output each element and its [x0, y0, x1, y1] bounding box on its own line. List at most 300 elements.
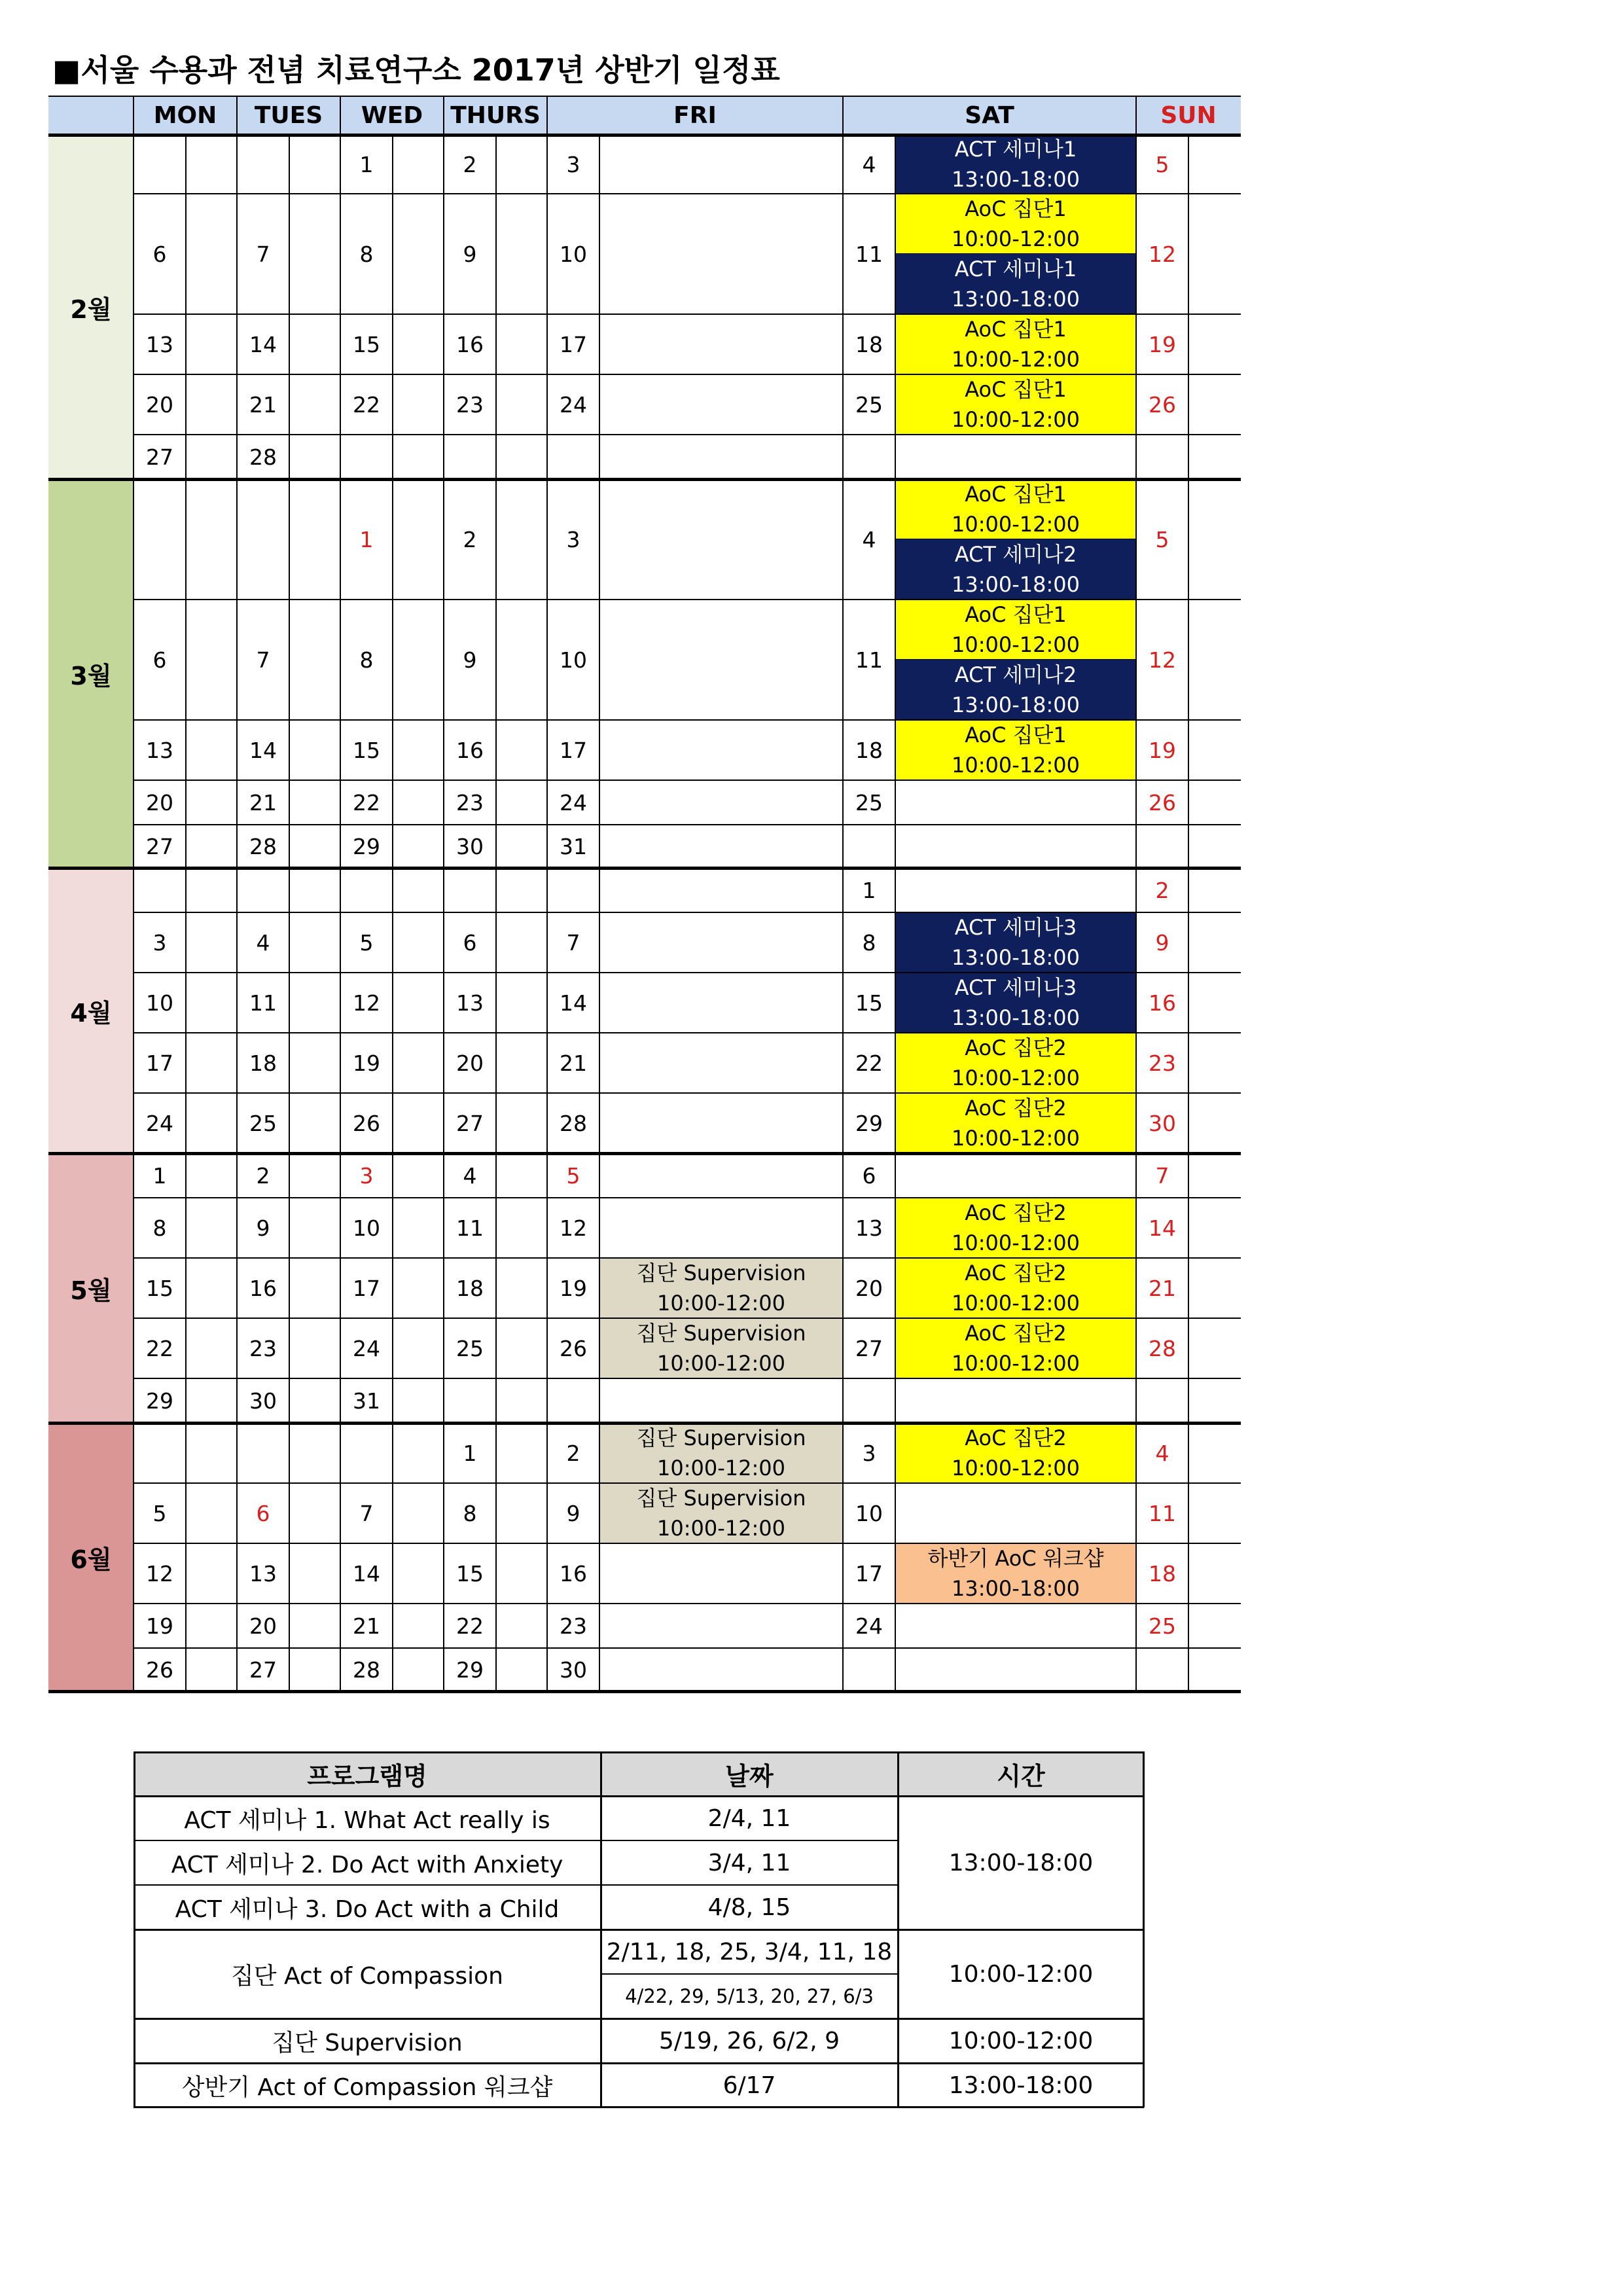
grid-line-v — [1135, 135, 1137, 1691]
month-divider — [48, 478, 1241, 481]
day-number-thu: 2 — [463, 151, 477, 177]
day-number-mon: 10 — [146, 990, 173, 1016]
day-number-wed: 22 — [353, 789, 380, 816]
summary-header-date: 날짜 — [601, 1751, 898, 1796]
event-title: ACT 세미나2 — [954, 662, 1077, 687]
day-number-fri: 12 — [560, 1215, 587, 1241]
day-number-wed: 15 — [353, 331, 380, 357]
event-time: 10:00-12:00 — [952, 632, 1080, 657]
event-title: AoC 집단1 — [965, 317, 1067, 342]
event-time: 13:00-18:00 — [952, 945, 1080, 970]
grid-line-v — [340, 135, 341, 1691]
day-number-sat: 8 — [862, 929, 876, 956]
event-aoc — [895, 374, 1136, 435]
event-time: 10:00-12:00 — [657, 1351, 785, 1376]
day-number-mon: 24 — [146, 1110, 173, 1136]
event-time: 13:00-18:00 — [952, 1005, 1080, 1030]
day-number-sun: 14 — [1149, 1215, 1176, 1241]
day-number-thu: 13 — [456, 990, 484, 1016]
grid-line-v — [340, 96, 341, 135]
day-number-tue: 20 — [249, 1613, 277, 1639]
grid-line-h — [134, 1543, 1241, 1544]
day-number-tue: 4 — [256, 929, 270, 956]
day-number-thu: 6 — [463, 929, 477, 956]
day-number-wed: 5 — [359, 929, 374, 956]
day-number-sat: 6 — [862, 1162, 876, 1189]
day-number-tue: 2 — [256, 1162, 270, 1189]
event-title: AoC 집단1 — [965, 196, 1067, 221]
day-number-fri: 19 — [560, 1275, 587, 1301]
summary-date-aoc — [601, 1929, 898, 2018]
grid-line-v — [392, 135, 393, 1691]
day-number-sat: 25 — [855, 789, 883, 816]
event-aoc — [895, 1093, 1136, 1153]
day-number-sun: 18 — [1149, 1560, 1176, 1587]
month-divider — [48, 1152, 1241, 1155]
day-number-mon: 3 — [152, 929, 167, 956]
day-number-thu: 2 — [463, 526, 477, 552]
day-number-sun: 30 — [1149, 1110, 1176, 1136]
day-number-thu: 22 — [456, 1613, 484, 1639]
grid-line-v — [289, 135, 290, 1691]
grid-line-h — [134, 824, 1241, 825]
grid-line-h — [134, 719, 1241, 721]
day-number-sun: 26 — [1149, 391, 1176, 418]
grid-line-v — [443, 135, 444, 1691]
day-number-tue: 30 — [249, 1388, 277, 1414]
summary-program-aoc: 집단 Act of Compassion — [231, 1962, 503, 1990]
weekday-header-thu: THURS — [450, 101, 541, 129]
day-number-tue: 13 — [249, 1560, 277, 1587]
month-divider — [48, 1690, 1241, 1693]
day-number-mon: 22 — [146, 1335, 173, 1361]
day-number-fri: 24 — [560, 789, 587, 816]
summary-date-workshop: 6/17 — [722, 2072, 776, 2099]
grid-line-h — [134, 1197, 1241, 1198]
event-title: AoC 집단1 — [965, 377, 1067, 402]
summary-date-seminar1: 2/4, 11 — [707, 1804, 791, 1832]
event-seminar — [895, 254, 1136, 314]
grid-line-h — [134, 1603, 1241, 1604]
day-number-mon: 12 — [146, 1560, 173, 1587]
event-aoc — [895, 314, 1136, 374]
grid-line-h — [134, 434, 1241, 435]
event-supervision — [599, 1423, 843, 1483]
day-number-wed: 31 — [353, 1388, 380, 1414]
day-number-fri: 16 — [560, 1560, 587, 1587]
day-number-sat: 27 — [855, 1335, 883, 1361]
event-aoc — [895, 1198, 1136, 1258]
grid-line-h — [134, 972, 1241, 973]
event-aoc — [895, 1423, 1136, 1483]
day-number-wed: 12 — [353, 990, 380, 1016]
day-number-wed: 28 — [353, 1657, 380, 1683]
day-number-sat: 17 — [855, 1560, 883, 1587]
day-number-tue: 23 — [249, 1335, 277, 1361]
day-number-fri: 3 — [566, 526, 580, 552]
weekday-header-sat: SAT — [965, 101, 1014, 129]
day-number-wed: 10 — [353, 1215, 380, 1241]
day-number-sat: 10 — [855, 1500, 883, 1526]
day-number-tue: 14 — [249, 737, 277, 763]
event-title: AoC 집단2 — [965, 1200, 1067, 1225]
grid-line-h — [134, 1092, 1241, 1094]
summary-date-seminar2: 3/4, 11 — [707, 1849, 791, 1876]
month-divider — [48, 134, 1241, 137]
day-number-tue: 16 — [249, 1275, 277, 1301]
summary-program-seminar3: ACT 세미나 3. Do Act with a Child — [175, 1895, 560, 1923]
day-number-sat: 3 — [862, 1440, 876, 1466]
day-number-fri: 21 — [560, 1050, 587, 1076]
grid-line-h — [134, 314, 1241, 315]
event-time: 13:00-18:00 — [952, 572, 1080, 597]
event-time: 10:00-12:00 — [952, 1066, 1080, 1090]
day-number-mon: 6 — [152, 647, 167, 673]
day-number-sun: 25 — [1149, 1613, 1176, 1639]
event-seminar — [895, 539, 1136, 600]
grid-line-v — [133, 96, 134, 135]
day-number-mon: 20 — [146, 789, 173, 816]
day-number-sat: 11 — [855, 647, 883, 673]
day-number-fri: 14 — [560, 990, 587, 1016]
day-number-mon: 19 — [146, 1613, 173, 1639]
grid-line-h — [134, 1318, 1241, 1319]
grid-line-h — [134, 1378, 1241, 1379]
day-number-wed: 3 — [359, 1162, 374, 1189]
event-title: AoC 집단2 — [965, 1096, 1067, 1121]
day-number-mon: 6 — [152, 241, 167, 267]
summary-date-seminar3: 4/8, 15 — [707, 1893, 791, 1921]
grid-line-v — [443, 96, 444, 135]
event-title: 집단 Supervision — [636, 1426, 806, 1450]
day-number-thu: 23 — [456, 789, 484, 816]
day-number-sun: 28 — [1149, 1335, 1176, 1361]
summary-program-supervision: 집단 Supervision — [272, 2029, 463, 2056]
day-number-tue: 11 — [249, 990, 277, 1016]
grid-line-v — [236, 135, 238, 1691]
day-number-tue: 6 — [256, 1500, 270, 1526]
day-number-mon: 17 — [146, 1050, 173, 1076]
day-number-tue: 7 — [256, 647, 270, 673]
day-number-tue: 7 — [256, 241, 270, 267]
day-number-thu: 15 — [456, 1560, 484, 1587]
event-aoc — [895, 1258, 1136, 1318]
grid-line-top — [48, 96, 1241, 97]
event-title: ACT 세미나2 — [954, 542, 1077, 567]
event-time: 13:00-18:00 — [952, 692, 1080, 717]
month-divider — [48, 867, 1241, 870]
day-number-sat: 20 — [855, 1275, 883, 1301]
day-number-wed: 7 — [359, 1500, 374, 1526]
day-number-sat: 13 — [855, 1215, 883, 1241]
day-number-thu: 18 — [456, 1275, 484, 1301]
summary-time-aoc: 10:00-12:00 — [948, 1960, 1094, 1988]
day-number-wed: 14 — [353, 1560, 380, 1587]
day-number-wed: 29 — [353, 833, 380, 859]
day-number-fri: 2 — [566, 1440, 580, 1466]
summary-program-workshop: 상반기 Act of Compassion 워크샵 — [181, 2073, 553, 2101]
event-title: AoC 집단2 — [965, 1035, 1067, 1060]
event-title: 집단 Supervision — [636, 1261, 806, 1285]
day-number-sat: 11 — [855, 241, 883, 267]
day-number-fri: 3 — [566, 151, 580, 177]
day-number-mon: 13 — [146, 737, 173, 763]
day-number-fri: 9 — [566, 1500, 580, 1526]
day-number-wed: 24 — [353, 1335, 380, 1361]
day-number-tue: 28 — [249, 444, 277, 470]
event-title: AoC 집단2 — [965, 1261, 1067, 1285]
event-time: 10:00-12:00 — [657, 1456, 785, 1480]
day-number-sat: 29 — [855, 1110, 883, 1136]
day-number-tue: 25 — [249, 1110, 277, 1136]
event-time: 10:00-12:00 — [657, 1291, 785, 1316]
event-workshop — [895, 1543, 1136, 1604]
day-number-tue: 21 — [249, 391, 277, 418]
day-number-fri: 28 — [560, 1110, 587, 1136]
event-title: 하반기 AoC 워크샵 — [927, 1546, 1104, 1571]
day-number-sun: 19 — [1149, 737, 1176, 763]
summary-time-workshop: 13:00-18:00 — [948, 2072, 1094, 2099]
summary-date-supervision: 5/19, 26, 6/2, 9 — [658, 2027, 840, 2054]
event-aoc — [895, 1318, 1136, 1378]
day-number-mon: 5 — [152, 1500, 167, 1526]
event-title: ACT 세미나1 — [954, 137, 1077, 162]
event-title: AoC 집단1 — [965, 482, 1067, 507]
grid-line-v — [236, 96, 238, 135]
weekday-header-mon: MON — [153, 101, 217, 129]
day-number-wed: 15 — [353, 737, 380, 763]
grid-line-h — [134, 780, 1241, 781]
event-time: 10:00-12:00 — [952, 512, 1080, 537]
day-number-mon: 13 — [146, 331, 173, 357]
day-number-mon: 26 — [146, 1657, 173, 1683]
weekday-header-tue: TUES — [254, 101, 323, 129]
day-number-sun: 7 — [1155, 1162, 1169, 1189]
day-number-mon: 29 — [146, 1388, 173, 1414]
event-time: 10:00-12:00 — [952, 1291, 1080, 1316]
event-time: 13:00-18:00 — [952, 287, 1080, 312]
day-number-fri: 10 — [560, 647, 587, 673]
day-number-thu: 30 — [456, 833, 484, 859]
event-time: 10:00-12:00 — [952, 1351, 1080, 1376]
day-number-sat: 4 — [862, 526, 876, 552]
event-seminar — [895, 135, 1136, 194]
day-number-fri: 26 — [560, 1335, 587, 1361]
month-label: 4월 — [48, 868, 134, 1153]
day-number-sun: 21 — [1149, 1275, 1176, 1301]
day-number-fri: 24 — [560, 391, 587, 418]
event-time: 10:00-12:00 — [952, 407, 1080, 432]
day-number-sat: 24 — [855, 1613, 883, 1639]
day-number-sun: 4 — [1155, 1440, 1169, 1466]
day-number-wed: 22 — [353, 391, 380, 418]
month-label: 3월 — [48, 479, 134, 868]
day-number-wed: 1 — [359, 526, 374, 552]
day-number-sun: 26 — [1149, 789, 1176, 816]
event-title: 집단 Supervision — [636, 1486, 806, 1511]
day-number-wed: 8 — [359, 647, 374, 673]
grid-line-v — [842, 135, 844, 1691]
day-number-sun: 12 — [1149, 647, 1176, 673]
page-title: ■서울 수용과 전념 치료연구소 2017년 상반기 일정표 — [52, 52, 780, 88]
grid-line-h — [134, 599, 1241, 600]
day-number-tue: 14 — [249, 331, 277, 357]
event-aoc — [895, 1033, 1136, 1093]
day-number-thu: 20 — [456, 1050, 484, 1076]
grid-line-v — [133, 135, 134, 1691]
event-time: 10:00-12:00 — [952, 1126, 1080, 1151]
day-number-mon: 8 — [152, 1215, 167, 1241]
grid-line-h — [134, 374, 1241, 375]
day-number-sun: 2 — [1155, 877, 1169, 903]
summary-program-seminar2: ACT 세미나 2. Do Act with Anxiety — [171, 1851, 563, 1878]
event-aoc — [895, 720, 1136, 780]
event-seminar — [895, 973, 1136, 1033]
grid-line-v — [1135, 96, 1137, 135]
day-number-sun: 23 — [1149, 1050, 1176, 1076]
event-time: 10:00-12:00 — [952, 1230, 1080, 1255]
event-time: 10:00-12:00 — [952, 1456, 1080, 1480]
event-time: 10:00-12:00 — [952, 226, 1080, 251]
grid-line-v — [842, 96, 844, 135]
grid-line-v — [495, 135, 497, 1691]
day-number-thu: 4 — [463, 1162, 477, 1189]
summary-program-seminar1: ACT 세미나 1. What Act really is — [184, 1806, 550, 1834]
day-number-mon: 1 — [152, 1162, 167, 1189]
grid-line-h — [134, 1482, 1241, 1484]
day-number-fri: 30 — [560, 1657, 587, 1683]
day-number-wed: 21 — [353, 1613, 380, 1639]
month-label: 5월 — [48, 1153, 134, 1423]
event-supervision — [599, 1258, 843, 1318]
summary-header-program: 프로그램명 — [134, 1751, 601, 1796]
day-number-sat: 1 — [862, 877, 876, 903]
day-number-sat: 4 — [862, 151, 876, 177]
day-number-thu: 25 — [456, 1335, 484, 1361]
day-number-sun: 19 — [1149, 331, 1176, 357]
event-title: AoC 집단2 — [965, 1321, 1067, 1346]
day-number-mon: 27 — [146, 833, 173, 859]
event-title: ACT 세미나1 — [954, 257, 1077, 281]
day-number-thu: 11 — [456, 1215, 484, 1241]
event-supervision — [599, 1483, 843, 1543]
day-number-thu: 29 — [456, 1657, 484, 1683]
event-time: 10:00-12:00 — [952, 753, 1080, 778]
day-number-sun: 11 — [1149, 1500, 1176, 1526]
day-number-sun: 16 — [1149, 990, 1176, 1016]
day-number-thu: 1 — [463, 1440, 477, 1466]
event-title: ACT 세미나3 — [954, 915, 1077, 940]
day-number-thu: 8 — [463, 1500, 477, 1526]
day-number-tue: 21 — [249, 789, 277, 816]
grid-line-v — [895, 135, 896, 1691]
event-aoc — [895, 479, 1136, 539]
day-number-sun: 5 — [1155, 151, 1169, 177]
day-number-fri: 31 — [560, 833, 587, 859]
day-number-thu: 16 — [456, 331, 484, 357]
event-title: AoC 집단1 — [965, 723, 1067, 747]
day-number-tue: 9 — [256, 1215, 270, 1241]
event-aoc — [895, 600, 1136, 660]
day-number-wed: 1 — [359, 151, 374, 177]
event-title: AoC 집단2 — [965, 1426, 1067, 1450]
day-number-sun: 12 — [1149, 241, 1176, 267]
weekday-header-wed: WED — [361, 101, 423, 129]
event-time: 10:00-12:00 — [657, 1516, 785, 1541]
grid-line-h — [134, 193, 1241, 194]
grid-line-h — [134, 1257, 1241, 1259]
day-number-tue: 28 — [249, 833, 277, 859]
day-number-sun: 5 — [1155, 526, 1169, 552]
day-number-wed: 19 — [353, 1050, 380, 1076]
day-number-mon: 20 — [146, 391, 173, 418]
event-time: 13:00-18:00 — [952, 167, 1080, 192]
day-number-wed: 17 — [353, 1275, 380, 1301]
grid-line-h — [134, 1032, 1241, 1033]
day-number-wed: 26 — [353, 1110, 380, 1136]
event-title: AoC 집단1 — [965, 602, 1067, 627]
day-number-fri: 23 — [560, 1613, 587, 1639]
day-number-sat: 25 — [855, 391, 883, 418]
grid-line-h — [134, 912, 1241, 913]
day-number-thu: 9 — [463, 241, 477, 267]
grid-line-v — [546, 135, 548, 1691]
day-number-fri: 17 — [560, 737, 587, 763]
event-seminar — [895, 660, 1136, 720]
day-number-fri: 5 — [566, 1162, 580, 1189]
day-number-sat: 22 — [855, 1050, 883, 1076]
summary-date-aoc-line1: 2/11, 18, 25, 3/4, 11, 18 — [606, 1938, 893, 1965]
day-number-sun: 9 — [1155, 929, 1169, 956]
event-time: 13:00-18:00 — [952, 1576, 1080, 1601]
weekday-header-sun: SUN — [1160, 101, 1217, 129]
month-divider — [48, 1422, 1241, 1425]
event-aoc — [895, 194, 1136, 254]
day-number-tue: 27 — [249, 1657, 277, 1683]
summary-date-aoc-line2: 4/22, 29, 5/13, 20, 27, 6/3 — [625, 1985, 874, 2007]
grid-line-v — [546, 96, 548, 135]
month-label: 6월 — [48, 1423, 134, 1691]
day-number-thu: 9 — [463, 647, 477, 673]
day-number-fri: 7 — [566, 929, 580, 956]
summary-header-time: 시간 — [898, 1751, 1144, 1796]
day-number-fri: 17 — [560, 331, 587, 357]
day-number-wed: 8 — [359, 241, 374, 267]
weekday-header-fri: FRI — [673, 101, 717, 129]
day-number-mon: 27 — [146, 444, 173, 470]
day-number-thu: 23 — [456, 391, 484, 418]
day-number-sat: 18 — [855, 331, 883, 357]
event-title: 집단 Supervision — [636, 1321, 806, 1346]
summary-time-supervision: 10:00-12:00 — [948, 2027, 1094, 2054]
day-number-mon: 15 — [146, 1275, 173, 1301]
month-label: 2월 — [48, 135, 134, 479]
event-supervision — [599, 1318, 843, 1378]
event-title: ACT 세미나3 — [954, 975, 1077, 1000]
event-seminar — [895, 912, 1136, 973]
day-number-sat: 15 — [855, 990, 883, 1016]
grid-line-h — [134, 1647, 1241, 1649]
day-number-thu: 27 — [456, 1110, 484, 1136]
grid-line-v — [1188, 135, 1189, 1691]
grid-line-v — [185, 135, 187, 1691]
day-number-tue: 18 — [249, 1050, 277, 1076]
day-number-thu: 16 — [456, 737, 484, 763]
grid-line-v — [599, 135, 600, 1691]
day-number-fri: 10 — [560, 241, 587, 267]
day-number-sat: 18 — [855, 737, 883, 763]
summary-time-seminars: 13:00-18:00 — [948, 1849, 1094, 1876]
